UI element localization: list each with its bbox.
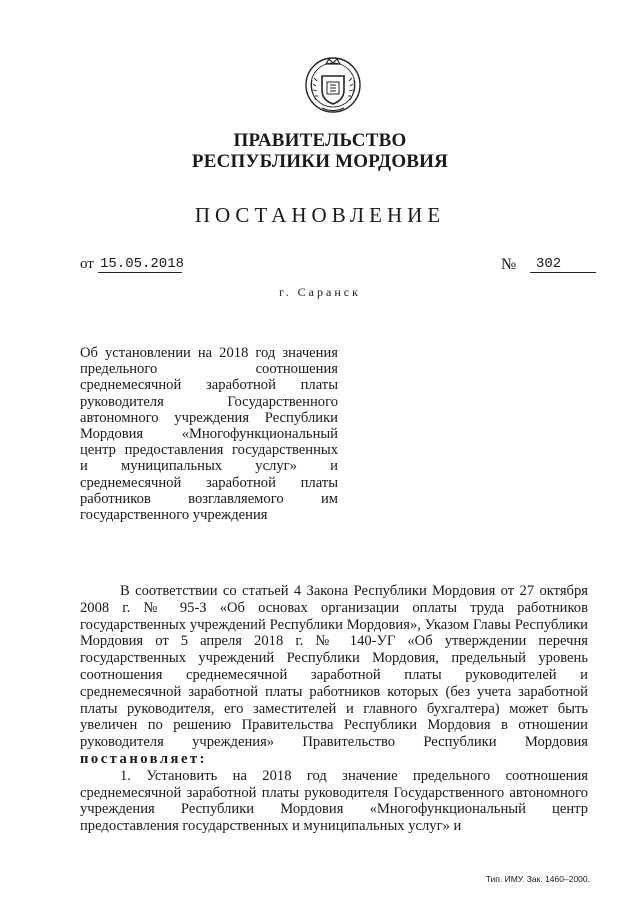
document-number: 302: [530, 256, 596, 273]
document-date: 15.05.2018: [100, 256, 185, 272]
city-label: г. Саранск: [279, 285, 361, 299]
coat-of-arms-icon: [300, 50, 366, 116]
body-paragraph-1: [80, 583, 588, 768]
number-prefix: №: [501, 256, 517, 273]
government-title-line2: РЕСПУБЛИКИ МОРДОВИЯ: [191, 151, 449, 172]
document-body: [80, 583, 588, 835]
print-mark: Тип. ИМУ. Зак. 1460–2000.: [485, 874, 590, 884]
body-paragraph-1-text: В соответствии со статьей 4 Закона Республики Мордовия от 27 октября 2008 г. № 95-З «Об основах организации оплаты труда работников государственных учреждений Республики Мордовия», Указом Главы Республики Мордовия от 5 апреля 2018 г. № 140-УГ «Об утверждении перечня государственных учреждений Республики Мордовия, предельный уровень соотношения среднемесячной заработной платы руководителей и среднемесячной заработной платы работников которых (без учета заработной платы руководителя, его заместителей и главного бухгалтера) может быть увеличен по решению Правительства Республики Мордовия в отношении руководителя учреждения» Правительство Республики Мордовия: [80, 583, 588, 751]
date-prefix: от: [80, 256, 94, 272]
decree-word: постановляет:: [80, 750, 207, 767]
document-type: ПОСТАНОВЛЕНИЕ: [194, 203, 446, 227]
body-paragraph-2: 1. Установить на 2018 год значение предельного соотношения среднемесячной заработной платы руководителя Государственного автономного учреждения Республики Мордовия «Многофункциональный центр предоставления государственных и муниципальных услуг» и: [80, 767, 588, 835]
government-title-line1: ПРАВИТЕЛЬСТВО: [233, 130, 407, 151]
document-subject: Об установлении на 2018 год значения предельного соотношения среднемесячной заработной платы руководителя Государственного автономного учреждения Республики Мордовия «Многофункциональный центр предоставления государственных и муниципальных услуг» и среднемесячной заработной платы работников возглавляемого им государственного учреждения: [80, 345, 338, 524]
